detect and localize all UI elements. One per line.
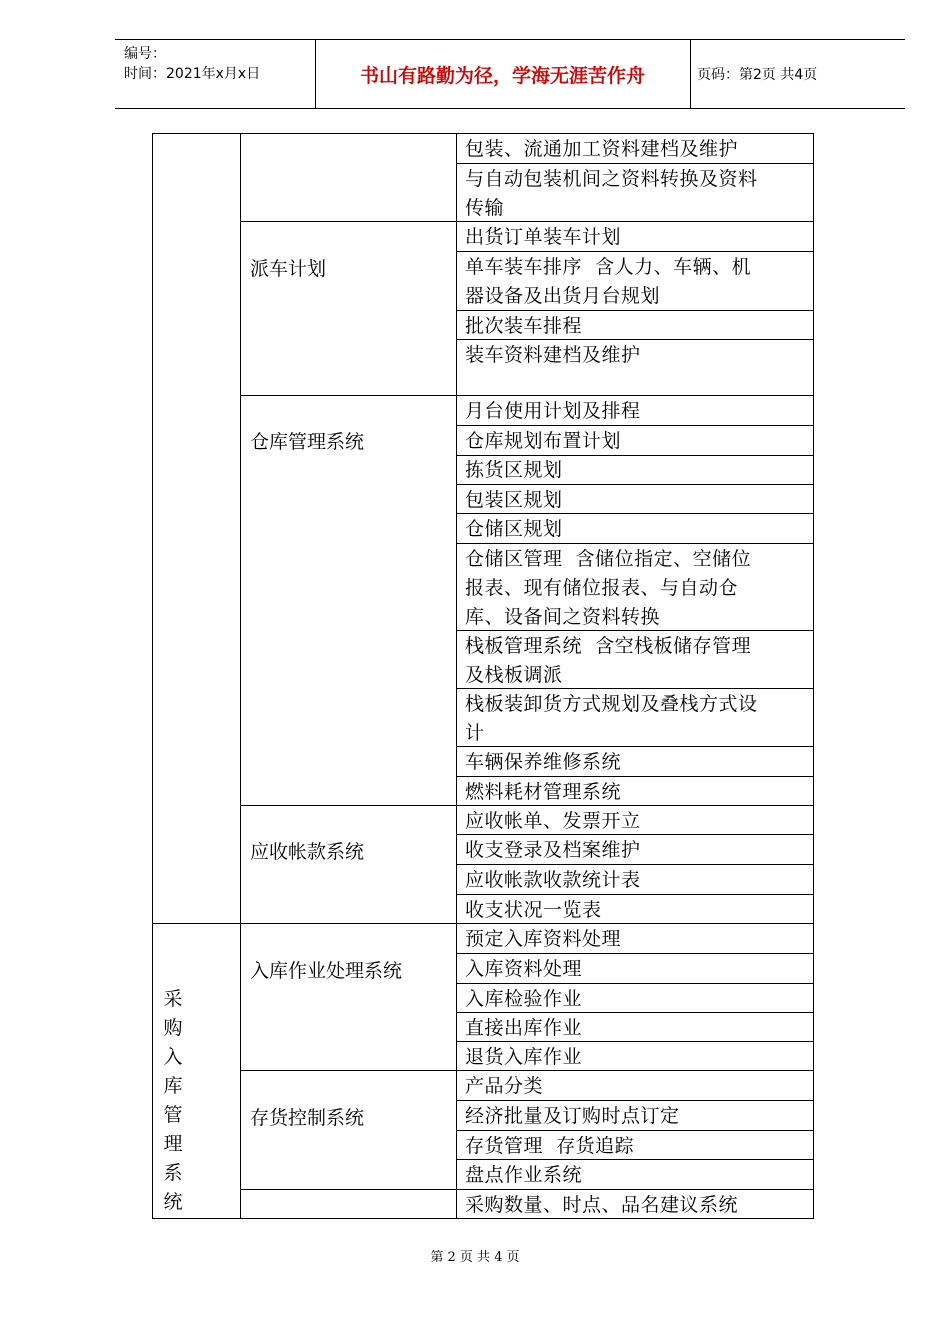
- item-cell: 存货管理 存货追踪: [465, 1135, 635, 1157]
- item-cell: 栈板管理系统 含空栈板储存管理 及栈板调派: [465, 635, 752, 686]
- item-cell: 应收帐款收款统计表: [465, 869, 641, 891]
- item-cell: 盘点作业系统: [465, 1164, 583, 1186]
- item-cell: 单车装车排序 含人力、车辆、机 器设备及出货月台规划: [465, 256, 752, 307]
- item-cell: 车辆保养维修系统: [465, 751, 622, 773]
- header-meta: [124, 44, 260, 84]
- item-cell: 退货入库作业: [465, 1046, 583, 1068]
- document-time-label: 时间：2021年x月x日: [124, 66, 261, 82]
- item-cell: 仓库规划布置计划: [465, 430, 622, 452]
- subsystem-name: 存货控制系统: [250, 1107, 365, 1129]
- item-cell: 出货订单装车计划: [465, 226, 622, 248]
- item-cell: 与自动包装机间之资料转换及资料 传输: [465, 168, 758, 219]
- header-divider: [690, 40, 691, 108]
- item-cell: 拣货区规划: [465, 459, 563, 481]
- table-border-top: [152, 133, 814, 134]
- item-cell: 批次装车排程: [465, 315, 583, 337]
- table-border-right: [813, 133, 814, 1219]
- item-cell: 经济批量及订购时点订定: [465, 1105, 680, 1127]
- item-cell: 仓储区管理 含储位指定、空储位 报表、现有储位报表、与自动仓 库、设备间之资料转换: [465, 548, 752, 628]
- item-cell: 月台使用计划及排程: [465, 400, 641, 422]
- item-cell: 包装、流通加工资料建档及维护: [465, 138, 739, 160]
- item-cell: 应收帐单、发票开立: [465, 810, 641, 832]
- item-cell: 仓储区规划: [465, 518, 563, 540]
- subsystem-separator: [240, 395, 814, 396]
- item-cell: 燃料耗材管理系统: [465, 781, 622, 803]
- subsystem-name: 入库作业处理系统: [250, 960, 403, 982]
- subsystem-name: 仓库管理系统: [250, 431, 365, 453]
- subsystem-name: 派车计划: [250, 258, 327, 280]
- subsystem-name: 应收帐款系统: [250, 841, 365, 863]
- page-footer: 第 2 页 共 4 页: [430, 1250, 520, 1265]
- group-name-text: 采购入库管理系统: [163, 988, 183, 1213]
- item-cell: 包装区规划: [465, 489, 563, 511]
- header-page-label: 页码：第2页 共4页: [697, 67, 818, 83]
- item-cell: 直接出库作业: [465, 1017, 583, 1039]
- item-cell: 入库资料处理: [465, 958, 583, 980]
- table-border-left: [152, 133, 153, 1219]
- group-name: [160, 985, 186, 1217]
- page-header: [115, 39, 905, 109]
- item-cell: 栈板装卸货方式规划及叠栈方式设 计: [465, 693, 758, 744]
- item-cell: 收支状况一览表: [465, 899, 602, 921]
- item-cell: 产品分类: [465, 1075, 544, 1097]
- item-cell: 装车资料建档及维护: [465, 344, 641, 366]
- item-cell: 收支登录及档案维护: [465, 839, 641, 861]
- item-cell: 预定入库资料处理: [465, 928, 622, 950]
- table-column-line: [456, 133, 457, 1219]
- table-column-line: [240, 133, 241, 1219]
- header-motto: 书山有路勤为径，学海无涯苦作舟: [359, 64, 645, 87]
- item-cell: 采购数量、时点、品名建议系统: [465, 1194, 739, 1216]
- document-number-label: 编号：: [124, 46, 166, 62]
- item-cell: 入库检验作业: [465, 988, 583, 1010]
